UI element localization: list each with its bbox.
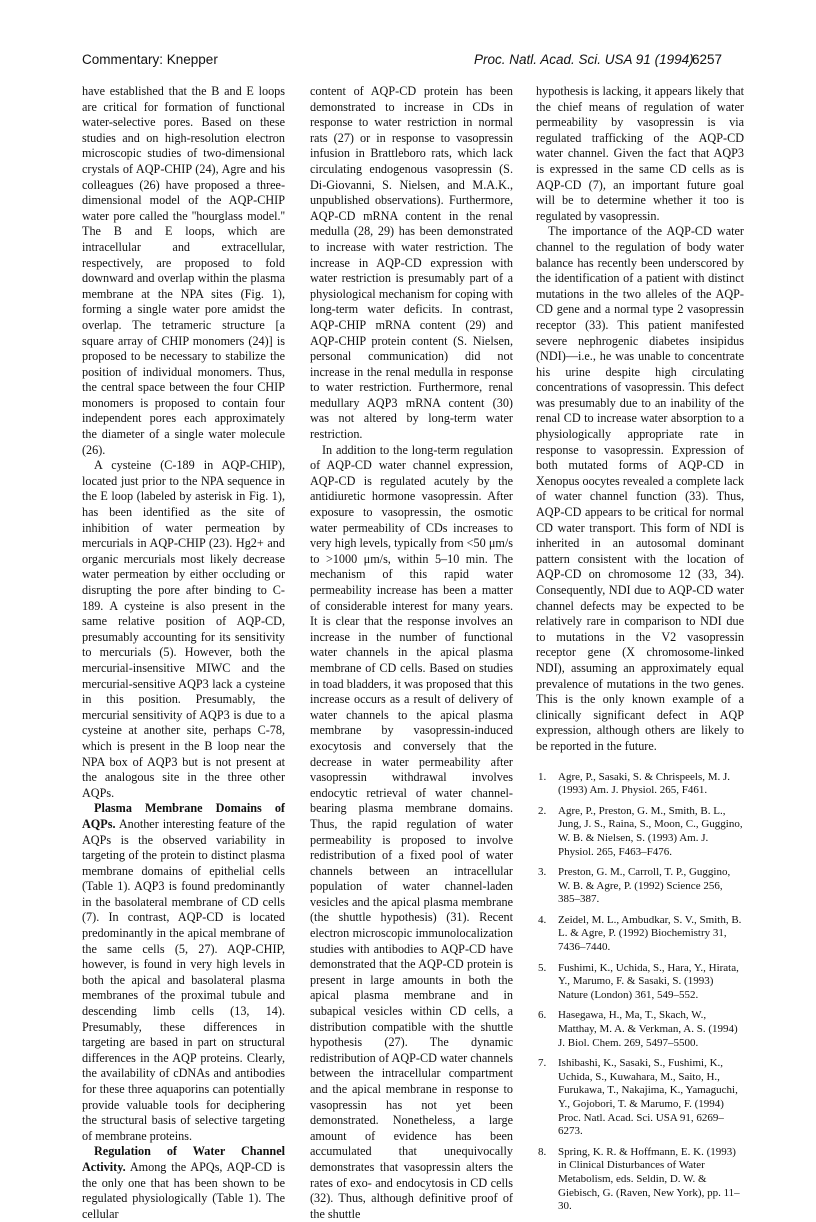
reference-item (536, 771, 744, 798)
header-section-title: Commentary: Knepper (82, 52, 218, 67)
paragraph (82, 1144, 285, 1222)
reference-number: 4. (538, 913, 547, 926)
paragraph: have established that the B and E loops are critical for formation of functional water-selective pores. Based on these studies and on high-resolution electron microscopic studies of two-dimensional crystals of AQP-CHIP (24), Agre and his colleagues (26) have proposed a three-dimensional model of the AQP-CHIP water pore called the ''hourglass model.'' The B and E loops, which are intracellular and extracellular, respectively, are proposed to fold downward and overlap within the plasma membrane at the NPA sites (Fig. 1), forming a single water pore amidst the overlap. The tetrameric structure [a square array of CHIP monomers (24)] is proposed to be necessary to stabilize the position of individual monomers. Thus, the central space between the four CHIP monomers is proposed to contain four independent pores each approximately the diameter of a single water molecule (26). (82, 84, 285, 457)
paragraph: In addition to the long-term regulation of AQP-CD water channel expression, AQP-CD is regulated acutely by the antidiuretic hormone vasopressin. After exposure to vasopressin, the osmotic water permeability of CDs increases to very high levels, typically from <50 μm/s to >1000 μm/s, within 5–10 min. The mechanism of this rapid water permeability increase has been a matter of considerable interest for many years. It is clear that the response involves an increase in the number of functional water channels in the apical plasma membrane of CD cells. Based on studies in toad bladders, it was proposed that this increase occurs as a result of delivery of water channels to the apical plasma membrane by vasopressin-induced exocytosis and conversely that the decrease in water permeability after vasopressin withdrawal involves endocytic retrieval of water channel-bearing plasma membrane domains. Thus, the rapid regulation of water permeability is proposed to involve redistribution of a fixed pool of water channels between an intracellular population of water channel-laden vesicles and the apical plasma membrane (the shuttle hypothesis) (31). Recent electron microscopic immunolocalization studies with antibodies to AQP-CD have demonstrated that the AQP-CD protein is present in large amounts in both the apical plasma membrane and in subapical vesicles within CD cells, a distribution compatible with the shuttle hypothesis (27). The dynamic redistribution of AQP-CD water channels between the intracellular compartment and the apical membrane in response to vasopressin has not yet been demonstrated. Nonetheless, a large amount of evidence has been accumulated that unequivocally demonstrates that vasopressin alters the rates of exo- and endocytosis in CD cells (32). Thus, although definitive proof of the shuttle (310, 442, 513, 1221)
reference-text: Fushimi, K., Uchida, S., Hara, Y., Hirata, Y., Marumo, F. & Sasaki, S. (1993) Nature (London) 361, 549–552. (558, 961, 739, 1001)
paragraph (82, 801, 285, 1144)
section-heading: Regulation of Water Channel Activity. (82, 1144, 285, 1174)
paragraph: A cysteine (C-189 in AQP-CHIP), located just prior to the NPA sequence in the E loop (labeled by asterisk in Fig. 1), has been identified as the site of inhibition of water permeation by mercurials in AQP-CHIP (23). Hg2+ and organic mercurials most likely decrease water permeation by either occluding or disrupting the pore after binding to C-189. A cysteine is also present in the same relative position of AQP-CD, presumably accounting for its sensitivity to mercurials (5). However, both the mercurial-insensitive MIWC and the mercurial-sensitive AQP3 lack a cysteine in this position. Presumably, the mercurial sensitivity of AQP3 is due to a cysteine at another site, perhaps C-78, which is present in the B loop near the NPA box of AQP3 but is not present at the analogous site in the three other AQPs. (82, 458, 285, 800)
header-journal-citation: Proc. Natl. Acad. Sci. USA 91 (1994) (474, 52, 694, 67)
reference-item (536, 914, 744, 955)
paragraph: hypothesis is lacking, it appears likely that the chief means of regulation of water permeability by vasopressin is via regulated trafficking of the AQP-CD water channel. Given the fact that AQP3 is expressed in the same CD cells as is AQP-CD (7), an important future goal will be to determine whether it too is regulated by vasopressin. (536, 84, 744, 223)
reference-item (536, 962, 744, 1003)
text-column-1 (82, 84, 285, 1222)
reference-text: Hasegawa, H., Ma, T., Skach, W., Matthay, M. A. & Verkman, A. S. (1994) J. Biol. Chem. 269, 5497–5500. (558, 1009, 738, 1049)
reference-item (536, 805, 744, 859)
reference-text: Zeidel, M. L., Ambudkar, S. V., Smith, B. L. & Agre, P. (1992) Biochemistry 31, 7436–7440. (558, 913, 742, 954)
reference-item (536, 1057, 744, 1139)
reference-item (536, 866, 744, 907)
reference-number: 5. (538, 961, 547, 974)
text-column-3 (536, 84, 744, 1221)
reference-number: 7. (538, 1057, 547, 1070)
reference-number: 8. (538, 1145, 547, 1158)
reference-text: Ishibashi, K., Sasaki, S., Fushimi, K., Uchida, S., Kuwahara, M., Saito, H., Furukawa, T., Nakajima, K., Yamaguchi, Y., Gojobori, T. & Marumo, F. (1994) Proc. Natl. Acad. Sci. USA 91, 6269–6273. (558, 1057, 738, 1138)
header-page-number: 6257 (691, 52, 722, 67)
paragraph: content of AQP-CD protein has been demonstrated to increase in CDs in response to water restriction in normal rats (27) or in response to vasopressin infusion in Brattleboro rats, which lack circulating endogenous vasopressin (S. Di-Giovanni, S. Nielsen, and M.A.K., unpublished observations). Furthermore, AQP-CD mRNA content in the renal medulla (28, 29) has been demonstrated to increase with water restriction. The increase in AQP-CD expression with water restriction is presumably part of a physiological mechanism for coping with long-term water deficits. In contrast, AQP-CHIP mRNA content (29) and AQP-CHIP protein content (S. Nielsen, personal communication) did not increase in the renal medulla in response to water restriction. Furthermore, renal medullary AQP3 mRNA content (30) was not altered by long-term water restriction. (310, 84, 513, 442)
reference-text: Agre, P., Sasaki, S. & Chrispeels, M. J. (1993) Am. J. Physiol. 265, F461. (558, 770, 731, 797)
reference-text: Preston, G. M., Carroll, T. P., Guggino, W. B. & Agre, P. (1992) Science 256, 385–387. (558, 866, 731, 906)
reference-text: Spring, K. R. & Hoffmann, E. K. (1993) in Clinical Disturbances of Water Metabolism, eds. Seldin, D. W. & Giebisch, G. (Raven, New York), pp. 11–30. (558, 1145, 740, 1213)
reference-number: 1. (538, 770, 547, 783)
reference-list (536, 771, 744, 1214)
paragraph-text: Among the APQs, AQP-CD is the only one that has been shown to be regulated physiologically (Table 1). The cellular (82, 1159, 285, 1221)
paragraph: The importance of the AQP-CD water channel to the regulation of body water balance has recently been underscored by the identification of a patient with distinct mutations in the two alleles of the AQP-CD gene and a normal type 2 vasopressin receptor (33). This patient manifested severe nephrogenic diabetes insipidus (NDI)—i.e., he was unable to concentrate his urine despite high circulating concentrations of vasopressin. This defect was presumably due to an inability of the renal CD to increase water absorption to a physiologically appropriate rate in response to vasopressin. Expression of both mutated forms of AQP-CD in Xenopus oocytes revealed a complete lack of water channel function (33). Thus, AQP-CD appears to be critical for normal CD water transport. This form of NDI is inherited in an autosomal dominant pattern consistent with the location of AQP-CD on chromosome 12 (33, 34). Consequently, NDI due to AQP-CD water channel defects may be expected to be relatively rare in comparison to NDI due to mutations in the V2 vasopressin receptor gene (X chromosome-linked NDI), assuming an approximately equal prevalence of mutations in the two genes. This is the only known example of a clinically significant defect in AQP expression, although others are likely to be reported in the future. (536, 224, 744, 753)
reference-number: 2. (538, 804, 547, 817)
reference-text: Agre, P., Preston, G. M., Smith, B. L., Jung, J. S., Raina, S., Moon, C., Guggino, W. B. & Nielsen, S. (1993) Am. J. Physiol. 265, F463–F476. (558, 804, 743, 858)
reference-number: 3. (538, 866, 547, 879)
section-heading: Plasma Membrane Domains of AQPs. (82, 801, 285, 831)
reference-item (536, 1009, 744, 1050)
reference-item (536, 1146, 744, 1214)
text-column-2 (310, 84, 513, 1222)
paragraph-text: Another interesting feature of the AQPs is the observed variability in targeting of the protein to distinct plasma membrane domains of epithelial cells (Table 1). AQP3 is found predominantly in the basolateral membrane of CD cells (7). In contrast, AQP-CD is located predominantly in the apical membrane of the same cells (5, 27). AQP-CHIP, however, is found in very high levels in both the apical and basolateral plasma membranes of the proximal tubule and descending limb cells (13, 14). Presumably, these differences in targeting are based in part on structural differences in the AQP proteins. Clearly, the availability of cDNAs and antibodies for these three aquaporins can potentially provide valuable tools for deciphering the structural basis of selective targeting of membrane proteins. (82, 816, 285, 1143)
reference-number: 6. (538, 1009, 547, 1022)
running-header (82, 52, 722, 72)
